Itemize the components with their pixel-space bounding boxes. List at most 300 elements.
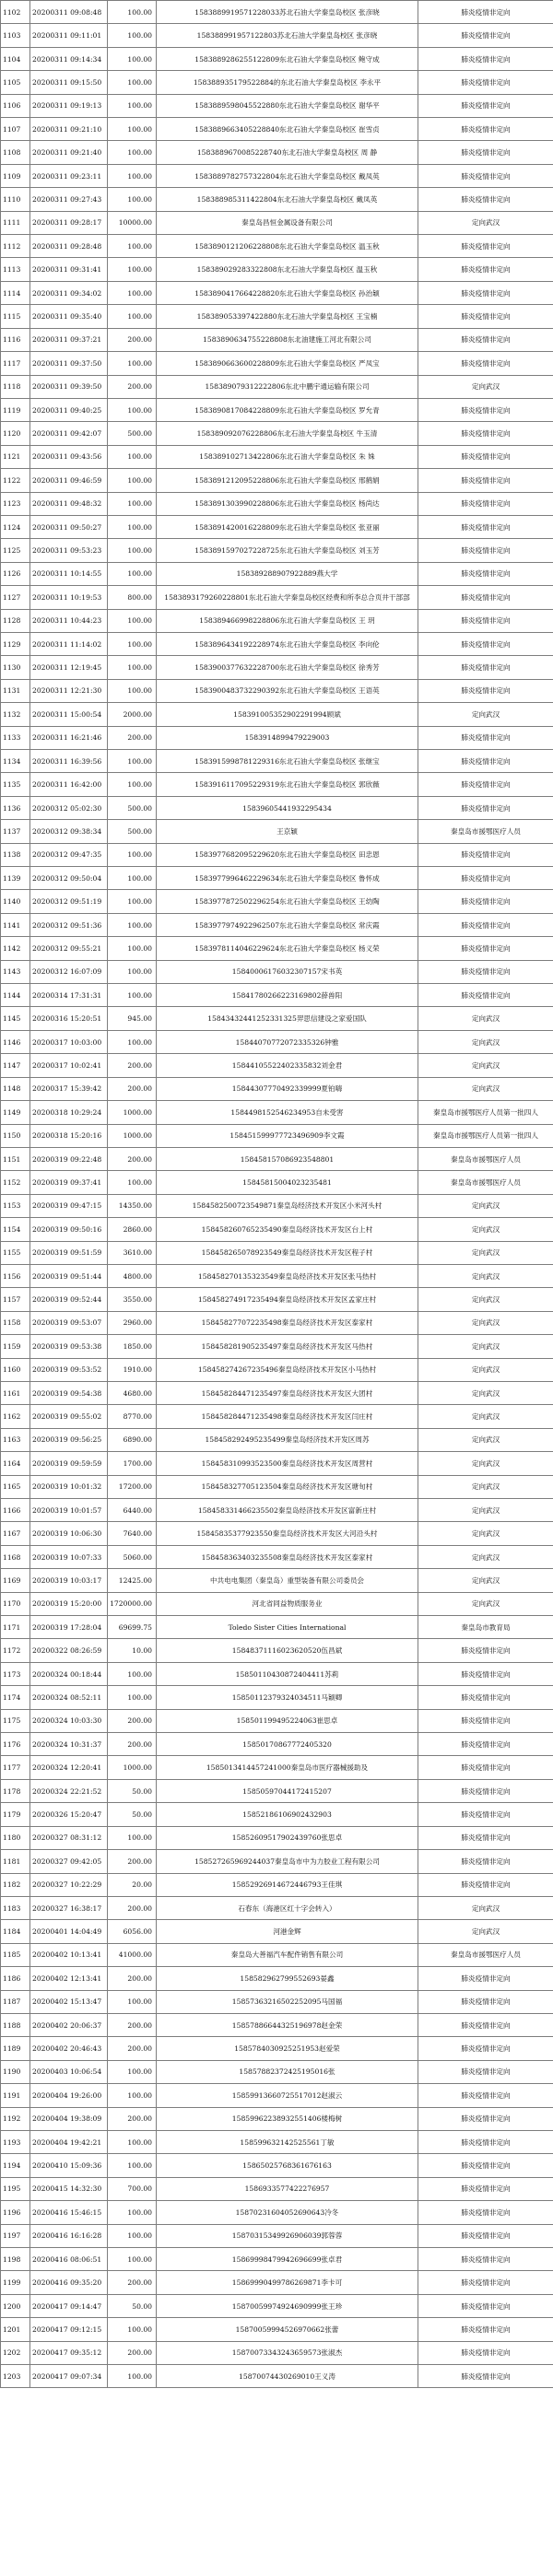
- row-datetime: 20200319 10:01:32: [30, 1475, 108, 1498]
- row-amount: 100.00: [108, 492, 157, 515]
- row-donor: 15841780266223169802薛兽阳: [157, 984, 418, 1007]
- row-donor: 15845815004023235481: [157, 1171, 418, 1194]
- row-datetime: 20200416 15:46:15: [30, 2201, 108, 2224]
- table-row: [1, 515, 553, 538]
- table-row: [1, 1381, 553, 1404]
- row-amount: 700.00: [108, 2177, 157, 2200]
- row-donor: 1583978114046229624东北石油大学秦皇岛校区 杨义荣: [157, 937, 418, 960]
- row-datetime: 20200311 16:39:56: [30, 750, 108, 773]
- row-datetime: 20200319 09:50:16: [30, 1218, 108, 1241]
- row-donor: 1583914899479229003: [157, 726, 418, 749]
- row-purpose: 定向武汉: [418, 1920, 553, 1943]
- row-donor: 1584582500723549871秦皇岛经济技术开发区小米河头村: [157, 1194, 418, 1217]
- row-datetime: 20200311 09:21:40: [30, 141, 108, 164]
- row-amount: 200.00: [108, 1054, 157, 1077]
- row-datetime: 20200415 14:32:30: [30, 2177, 108, 2200]
- row-donor: 158388985311422804东北石油大学秦皇岛校区 戴凤英: [157, 188, 418, 211]
- row-datetime: 20200319 10:07:33: [30, 1545, 108, 1568]
- row-datetime: 20200319 09:37:41: [30, 1171, 108, 1194]
- row-purpose: 肺炎疫情非定向: [418, 2177, 553, 2200]
- row-amount: 100.00: [108, 656, 157, 679]
- row-purpose: 定向武汉: [418, 1054, 553, 1077]
- row-purpose: 肺炎疫情非定向: [418, 2318, 553, 2341]
- row-number: 1182: [1, 1873, 30, 1896]
- row-purpose: 定向武汉: [418, 1428, 553, 1451]
- row-datetime: 20200324 08:52:11: [30, 1686, 108, 1709]
- table-row: [1, 1569, 553, 1592]
- row-purpose: 肺炎疫情非定向: [418, 2084, 553, 2107]
- row-amount: 200.00: [108, 2107, 157, 2130]
- row-amount: 6890.00: [108, 1428, 157, 1451]
- row-purpose: 肺炎疫情非定向: [418, 71, 553, 94]
- row-number: 1135: [1, 773, 30, 796]
- row-donor: 秦皇岛昌恒金属设备有限公司: [157, 211, 418, 234]
- row-purpose: 定向武汉: [418, 1405, 553, 1428]
- row-datetime: 20200403 10:06:54: [30, 2060, 108, 2083]
- row-amount: 50.00: [108, 1779, 157, 1802]
- row-datetime: 20200311 10:19:53: [30, 586, 108, 609]
- table-row: [1, 679, 553, 702]
- row-datetime: 20200317 10:03:00: [30, 1030, 108, 1053]
- row-donor: 1583977996462229634东北石油大学秦皇岛校区 鲁怀成: [157, 867, 418, 890]
- table-row: [1, 1358, 553, 1381]
- row-donor: 1583900483732290392东北石油大学秦皇岛校区 王语英: [157, 679, 418, 702]
- row-purpose: 肺炎疫情非定向: [418, 539, 553, 562]
- row-purpose: 定向武汉: [418, 1475, 553, 1498]
- row-number: 1184: [1, 1920, 30, 1943]
- row-purpose: 肺炎疫情非定向: [418, 2107, 553, 2130]
- row-purpose: 定向武汉: [418, 1194, 553, 1217]
- row-amount: 3610.00: [108, 1241, 157, 1264]
- row-number: 1118: [1, 375, 30, 398]
- row-amount: 200.00: [108, 1896, 157, 1919]
- table-row: [1, 773, 553, 796]
- row-number: 1167: [1, 1522, 30, 1545]
- row-amount: 200.00: [108, 2271, 157, 2294]
- table-row: [1, 1873, 553, 1896]
- row-datetime: 20200402 12:13:41: [30, 1967, 108, 1990]
- row-datetime: 20200311 09:28:48: [30, 235, 108, 258]
- row-donor: 15870059974924690999张王珍: [157, 2294, 418, 2317]
- row-donor: 15844105522402335832刘金君: [157, 1054, 418, 1077]
- row-datetime: 20200319 09:51:44: [30, 1264, 108, 1287]
- row-number: 1202: [1, 2341, 30, 2364]
- row-datetime: 20200311 09:42:07: [30, 422, 108, 445]
- row-purpose: 肺炎疫情非定向: [418, 2037, 553, 2060]
- row-amount: 1000.00: [108, 1101, 157, 1124]
- row-amount: 1850.00: [108, 1335, 157, 1358]
- row-amount: 12425.00: [108, 1569, 157, 1592]
- row-donor: 158527265969244037秦皇岛市中为力胶业工程有限公司: [157, 1850, 418, 1873]
- row-purpose: 肺炎疫情非定向: [418, 2248, 553, 2271]
- row-amount: 200.00: [108, 1147, 157, 1170]
- row-donor: 1583890121206228808东北石油大学秦皇岛校区 温玉秋: [157, 235, 418, 258]
- row-datetime: 20200311 09:43:56: [30, 445, 108, 468]
- row-amount: 50.00: [108, 2294, 157, 2317]
- table-row: [1, 562, 553, 585]
- table-row: [1, 867, 553, 890]
- row-number: 1116: [1, 328, 30, 351]
- row-purpose: 秦皇岛市援鄂医疗人员: [418, 1943, 553, 1966]
- row-number: 1147: [1, 1054, 30, 1077]
- row-amount: 100.00: [108, 890, 157, 913]
- row-amount: 100.00: [108, 47, 157, 70]
- row-datetime: 20200311 09:14:34: [30, 47, 108, 70]
- row-amount: 100.00: [108, 2130, 157, 2153]
- row-purpose: 肺炎疫情非定向: [418, 1990, 553, 2013]
- table-row: [1, 1241, 553, 1264]
- row-number: 1128: [1, 609, 30, 632]
- table-row: [1, 2130, 553, 2153]
- row-datetime: 20200311 09:19:13: [30, 94, 108, 117]
- row-number: 1126: [1, 562, 30, 585]
- row-number: 1186: [1, 1967, 30, 1990]
- row-datetime: 20200319 10:03:17: [30, 1569, 108, 1592]
- row-amount: 100.00: [108, 281, 157, 304]
- row-amount: 100.00: [108, 539, 157, 562]
- row-purpose: 肺炎疫情非定向: [418, 118, 553, 141]
- row-number: 1183: [1, 1896, 30, 1919]
- row-number: 1104: [1, 47, 30, 70]
- row-datetime: 20200311 09:15:50: [30, 71, 108, 94]
- row-amount: 100.00: [108, 937, 157, 960]
- table-row: [1, 1499, 553, 1522]
- row-amount: 800.00: [108, 586, 157, 609]
- row-donor: 158458157086923548801: [157, 1147, 418, 1170]
- row-datetime: 20200324 22:21:52: [30, 1779, 108, 1802]
- row-amount: 200.00: [108, 328, 157, 351]
- row-purpose: 秦皇岛市援鄂医疗人员: [418, 820, 553, 843]
- table-row: [1, 1194, 553, 1217]
- row-donor: 15844070772072335326钟雅: [157, 1030, 418, 1053]
- row-number: 1120: [1, 422, 30, 445]
- row-purpose: 肺炎疫情非定向: [418, 352, 553, 375]
- row-purpose: 定向武汉: [418, 1522, 553, 1545]
- table-row: [1, 586, 553, 609]
- row-number: 1193: [1, 2130, 30, 2153]
- row-purpose: 肺炎疫情非定向: [418, 422, 553, 445]
- table-row: [1, 1662, 553, 1685]
- table-row: [1, 703, 553, 726]
- row-datetime: 20200402 15:13:47: [30, 1990, 108, 2013]
- table-row: [1, 1264, 553, 1287]
- row-datetime: 20200311 16:42:00: [30, 773, 108, 796]
- row-number: 1189: [1, 2037, 30, 2060]
- row-number: 1119: [1, 398, 30, 421]
- row-donor: 1583896434192228974东北石油大学秦皇岛校区 李向伦: [157, 632, 418, 655]
- row-donor: 15850110430872404411苏莉: [157, 1662, 418, 1685]
- table-row: [1, 539, 553, 562]
- row-amount: 100.00: [108, 1686, 157, 1709]
- row-amount: 100.00: [108, 984, 157, 1007]
- row-purpose: 定向武汉: [418, 1288, 553, 1311]
- row-amount: 100.00: [108, 2365, 157, 2388]
- row-purpose: 定向武汉: [418, 703, 553, 726]
- table-row: [1, 1, 553, 24]
- row-amount: 100.00: [108, 24, 157, 47]
- table-row: [1, 211, 553, 234]
- row-donor: 158388991957122803苏北石油大学秦皇岛校区 张彦晓: [157, 24, 418, 47]
- table-row: [1, 1147, 553, 1170]
- row-purpose: 肺炎疫情非定向: [418, 2154, 553, 2177]
- row-donor: 1584498152546234953自未受害: [157, 1101, 418, 1124]
- row-number: 1103: [1, 24, 30, 47]
- row-donor: 石春东（海港区红十字会转入）: [157, 1896, 418, 1919]
- row-amount: 6440.00: [108, 1499, 157, 1522]
- row-number: 1203: [1, 2365, 30, 2388]
- row-donor: 1586933577422276957: [157, 2177, 418, 2200]
- row-amount: 3550.00: [108, 1288, 157, 1311]
- row-donor: 15870074430269010王义涛: [157, 2365, 418, 2388]
- row-number: 1199: [1, 2271, 30, 2294]
- row-datetime: 20200311 09:31:41: [30, 258, 108, 281]
- row-purpose: 定向武汉: [418, 1335, 553, 1358]
- row-purpose: 肺炎疫情非定向: [418, 890, 553, 913]
- row-purpose: 定向武汉: [418, 1007, 553, 1030]
- row-datetime: 20200326 15:20:47: [30, 1803, 108, 1826]
- row-amount: 20.00: [108, 1873, 157, 1896]
- row-donor: 158458327705123504秦皇岛经济技术开发区塘旬村: [157, 1475, 418, 1498]
- table-row: [1, 1990, 553, 2013]
- row-number: 1114: [1, 281, 30, 304]
- row-donor: 1583889663405228840东北石油大学秦皇岛校区 崔雪贞: [157, 118, 418, 141]
- row-amount: 200.00: [108, 1733, 157, 1756]
- row-datetime: 20200402 20:06:37: [30, 2013, 108, 2036]
- table-row: [1, 796, 553, 819]
- table-row: [1, 1592, 553, 1615]
- row-datetime: 20200319 09:47:15: [30, 1194, 108, 1217]
- row-number: 1155: [1, 1241, 30, 1264]
- row-purpose: 定向武汉: [418, 1545, 553, 1568]
- row-donor: 15844307770492339999夏铂嗨: [157, 1077, 418, 1100]
- row-number: 1140: [1, 890, 30, 913]
- row-datetime: 20200311 09:28:17: [30, 211, 108, 234]
- row-datetime: 20200319 09:55:02: [30, 1405, 108, 1428]
- row-number: 1113: [1, 258, 30, 281]
- row-purpose: 肺炎疫情非定向: [418, 47, 553, 70]
- row-purpose: 肺炎疫情非定向: [418, 1779, 553, 1802]
- row-datetime: 20200402 20:46:43: [30, 2037, 108, 2060]
- row-donor: 158391005352902291994顾斌: [157, 703, 418, 726]
- row-datetime: 20200319 09:51:59: [30, 1241, 108, 1264]
- row-datetime: 20200311 12:19:45: [30, 656, 108, 679]
- row-amount: 100.00: [108, 1171, 157, 1194]
- row-donor: 河北省同益物质服务业: [157, 1592, 418, 1615]
- row-number: 1146: [1, 1030, 30, 1053]
- row-donor: 158599632142525561丁敏: [157, 2130, 418, 2153]
- table-row: [1, 2294, 553, 2317]
- table-row: [1, 1124, 553, 1147]
- row-donor: 158501199495224063崔思卓: [157, 1709, 418, 1732]
- table-row: [1, 913, 553, 936]
- row-number: 1123: [1, 492, 30, 515]
- row-datetime: 20200319 09:59:59: [30, 1452, 108, 1475]
- row-donor: 1583977974922962507东北石油大学秦皇岛校区 常庆霞: [157, 913, 418, 936]
- row-purpose: 定向武汉: [418, 1381, 553, 1404]
- row-datetime: 20200417 09:07:34: [30, 2365, 108, 2388]
- row-datetime: 20200324 12:20:41: [30, 1756, 108, 1779]
- row-number: 1180: [1, 1826, 30, 1849]
- row-datetime: 20200317 10:02:41: [30, 1054, 108, 1077]
- row-number: 1192: [1, 2107, 30, 2130]
- row-donor: 15870073343243659573张淑杰: [157, 2341, 418, 2364]
- row-datetime: 20200417 09:35:12: [30, 2341, 108, 2364]
- row-purpose: 肺炎疫情非定向: [418, 1686, 553, 1709]
- row-datetime: 20200416 09:35:20: [30, 2271, 108, 2294]
- row-purpose: 定向武汉: [418, 1264, 553, 1287]
- row-donor: 158389029283322808东北石油大学秦皇岛校区 温玉秋: [157, 258, 418, 281]
- row-datetime: 20200312 09:50:04: [30, 867, 108, 890]
- row-amount: 100.00: [108, 2084, 157, 2107]
- row-donor: 15870059994526970662张蕾: [157, 2318, 418, 2341]
- row-donor: 15870315349926906039郭蓉蓉: [157, 2224, 418, 2247]
- row-purpose: 肺炎疫情非定向: [418, 1803, 553, 1826]
- row-number: 1198: [1, 2248, 30, 2271]
- row-donor: 158458277072235498秦皇岛经济技术开发区泰家村: [157, 1311, 418, 1334]
- table-row: [1, 71, 553, 94]
- row-number: 1171: [1, 1616, 30, 1639]
- row-purpose: 定向武汉: [418, 1452, 553, 1475]
- row-purpose: 肺炎疫情非定向: [418, 1756, 553, 1779]
- row-donor: 15852926914672446793王佳琪: [157, 1873, 418, 1896]
- row-purpose: 肺炎疫情非定向: [418, 94, 553, 117]
- row-amount: 69699.75: [108, 1616, 157, 1639]
- row-number: 1179: [1, 1803, 30, 1826]
- row-purpose: 肺炎疫情非定向: [418, 586, 553, 609]
- table-row: [1, 2341, 553, 2364]
- row-donor: 1583891212095228806东北石油大学秦皇岛校区 邢鹤娟: [157, 469, 418, 492]
- table-row: [1, 1007, 553, 1030]
- row-datetime: 20200312 09:51:36: [30, 913, 108, 936]
- row-purpose: 肺炎疫情非定向: [418, 1639, 553, 1662]
- row-datetime: 20200311 09:39:50: [30, 375, 108, 398]
- row-donor: 158451599977723496909李文霞: [157, 1124, 418, 1147]
- row-datetime: 20200327 08:31:12: [30, 1826, 108, 1849]
- row-donor: 158458270135323549秦皇岛经济技术开发区张马热村: [157, 1264, 418, 1287]
- table-row: [1, 445, 553, 468]
- row-donor: 1583891597027228725东北石油大学秦皇岛校区 刘玉芳: [157, 539, 418, 562]
- row-purpose: 肺炎疫情非定向: [418, 164, 553, 187]
- row-amount: 200.00: [108, 726, 157, 749]
- row-number: 1130: [1, 656, 30, 679]
- row-number: 1105: [1, 71, 30, 94]
- row-purpose: 肺炎疫情非定向: [418, 843, 553, 866]
- row-number: 1185: [1, 1943, 30, 1966]
- row-donor: 15865025768361676163: [157, 2154, 418, 2177]
- row-donor: 158458281905235497秦皇岛经济技术开发区马热村: [157, 1335, 418, 1358]
- row-purpose: 肺炎疫情非定向: [418, 2201, 553, 2224]
- row-amount: 1700.00: [108, 1452, 157, 1475]
- row-donor: 158389466998228806东北石油大学秦皇岛校区 王 玥: [157, 609, 418, 632]
- table-row: [1, 328, 553, 351]
- row-amount: 100.00: [108, 679, 157, 702]
- row-number: 1196: [1, 2201, 30, 2224]
- row-datetime: 20200404 19:38:09: [30, 2107, 108, 2130]
- table-row: [1, 352, 553, 375]
- row-number: 1156: [1, 1264, 30, 1287]
- table-row: [1, 1452, 553, 1475]
- row-datetime: 20200312 05:02:30: [30, 796, 108, 819]
- row-purpose: 肺炎疫情非定向: [418, 984, 553, 1007]
- row-donor: 15840006176032307157宋书英: [157, 960, 418, 983]
- row-datetime: 20200410 15:09:36: [30, 2154, 108, 2177]
- row-datetime: 20200327 16:38:17: [30, 1896, 108, 1919]
- table-row: [1, 1522, 553, 1545]
- row-amount: 17200.00: [108, 1475, 157, 1498]
- row-purpose: 定向武汉: [418, 1896, 553, 1919]
- row-number: 1134: [1, 750, 30, 773]
- row-donor: 158389079312222806东北中鹏宇通运输有限公司: [157, 375, 418, 398]
- table-row: [1, 2107, 553, 2130]
- row-purpose: 肺炎疫情非定向: [418, 796, 553, 819]
- row-purpose: 肺炎疫情非定向: [418, 2013, 553, 2036]
- row-donor: 15859962238932551406楼梅树: [157, 2107, 418, 2130]
- row-purpose: 肺炎疫情非定向: [418, 656, 553, 679]
- row-number: 1154: [1, 1218, 30, 1241]
- table-row: [1, 820, 553, 843]
- row-number: 1187: [1, 1990, 30, 2013]
- table-row: [1, 2037, 553, 2060]
- table-row: [1, 2084, 553, 2107]
- row-donor: 158389053397422880东北石油大学秦皇岛校区 王宝楠: [157, 305, 418, 328]
- row-amount: 100.00: [108, 1826, 157, 1849]
- table-row: [1, 2060, 553, 2083]
- row-donor: 1583890417664228820东北石油大学秦皇岛校区 孙治颖: [157, 281, 418, 304]
- row-purpose: 定向武汉: [418, 375, 553, 398]
- row-datetime: 20200317 15:39:42: [30, 1077, 108, 1100]
- table-row: [1, 632, 553, 655]
- row-amount: 100.00: [108, 258, 157, 281]
- row-datetime: 20200324 10:31:37: [30, 1733, 108, 1756]
- row-amount: 10.00: [108, 1639, 157, 1662]
- row-number: 1133: [1, 726, 30, 749]
- row-donor: 1585013414457241000秦皇岛市医疗器械援助及: [157, 1756, 418, 1779]
- row-amount: 200.00: [108, 2341, 157, 2364]
- row-number: 1136: [1, 796, 30, 819]
- row-donor: 河港金辉: [157, 1920, 418, 1943]
- table-row: [1, 2271, 553, 2294]
- row-purpose: 定向武汉: [418, 1311, 553, 1334]
- row-amount: 100.00: [108, 1030, 157, 1053]
- row-amount: 100.00: [108, 2154, 157, 2177]
- row-purpose: 定向武汉: [418, 1030, 553, 1053]
- row-donor: 15848371116023620520伍昌斌: [157, 1639, 418, 1662]
- row-purpose: 肺炎疫情非定向: [418, 258, 553, 281]
- table-row: [1, 1850, 553, 1873]
- row-datetime: 20200319 10:06:30: [30, 1522, 108, 1545]
- row-number: 1173: [1, 1662, 30, 1685]
- row-donor: 1583891303990228806东北石油大学秦皇岛校区 杨尚达: [157, 492, 418, 515]
- row-purpose: 肺炎疫情非定向: [418, 609, 553, 632]
- table-row: [1, 2365, 553, 2388]
- row-purpose: 肺炎疫情非定向: [418, 2271, 553, 2294]
- row-purpose: 肺炎疫情非定向: [418, 1662, 553, 1685]
- table-row: [1, 1030, 553, 1053]
- row-amount: 200.00: [108, 1077, 157, 1100]
- table-row: [1, 118, 553, 141]
- row-datetime: 20200311 09:27:43: [30, 188, 108, 211]
- row-number: 1139: [1, 867, 30, 890]
- row-purpose: 肺炎疫情非定向: [418, 2294, 553, 2317]
- table-row: [1, 164, 553, 187]
- row-number: 1162: [1, 1405, 30, 1428]
- table-row: [1, 1686, 553, 1709]
- row-datetime: 20200416 16:16:28: [30, 2224, 108, 2247]
- row-donor: 1583889286255122809东北石油大学秦皇岛校区 鲍守成: [157, 47, 418, 70]
- row-amount: 100.00: [108, 398, 157, 421]
- table-row: [1, 422, 553, 445]
- row-donor: 15870231604052690643冷冬: [157, 2201, 418, 2224]
